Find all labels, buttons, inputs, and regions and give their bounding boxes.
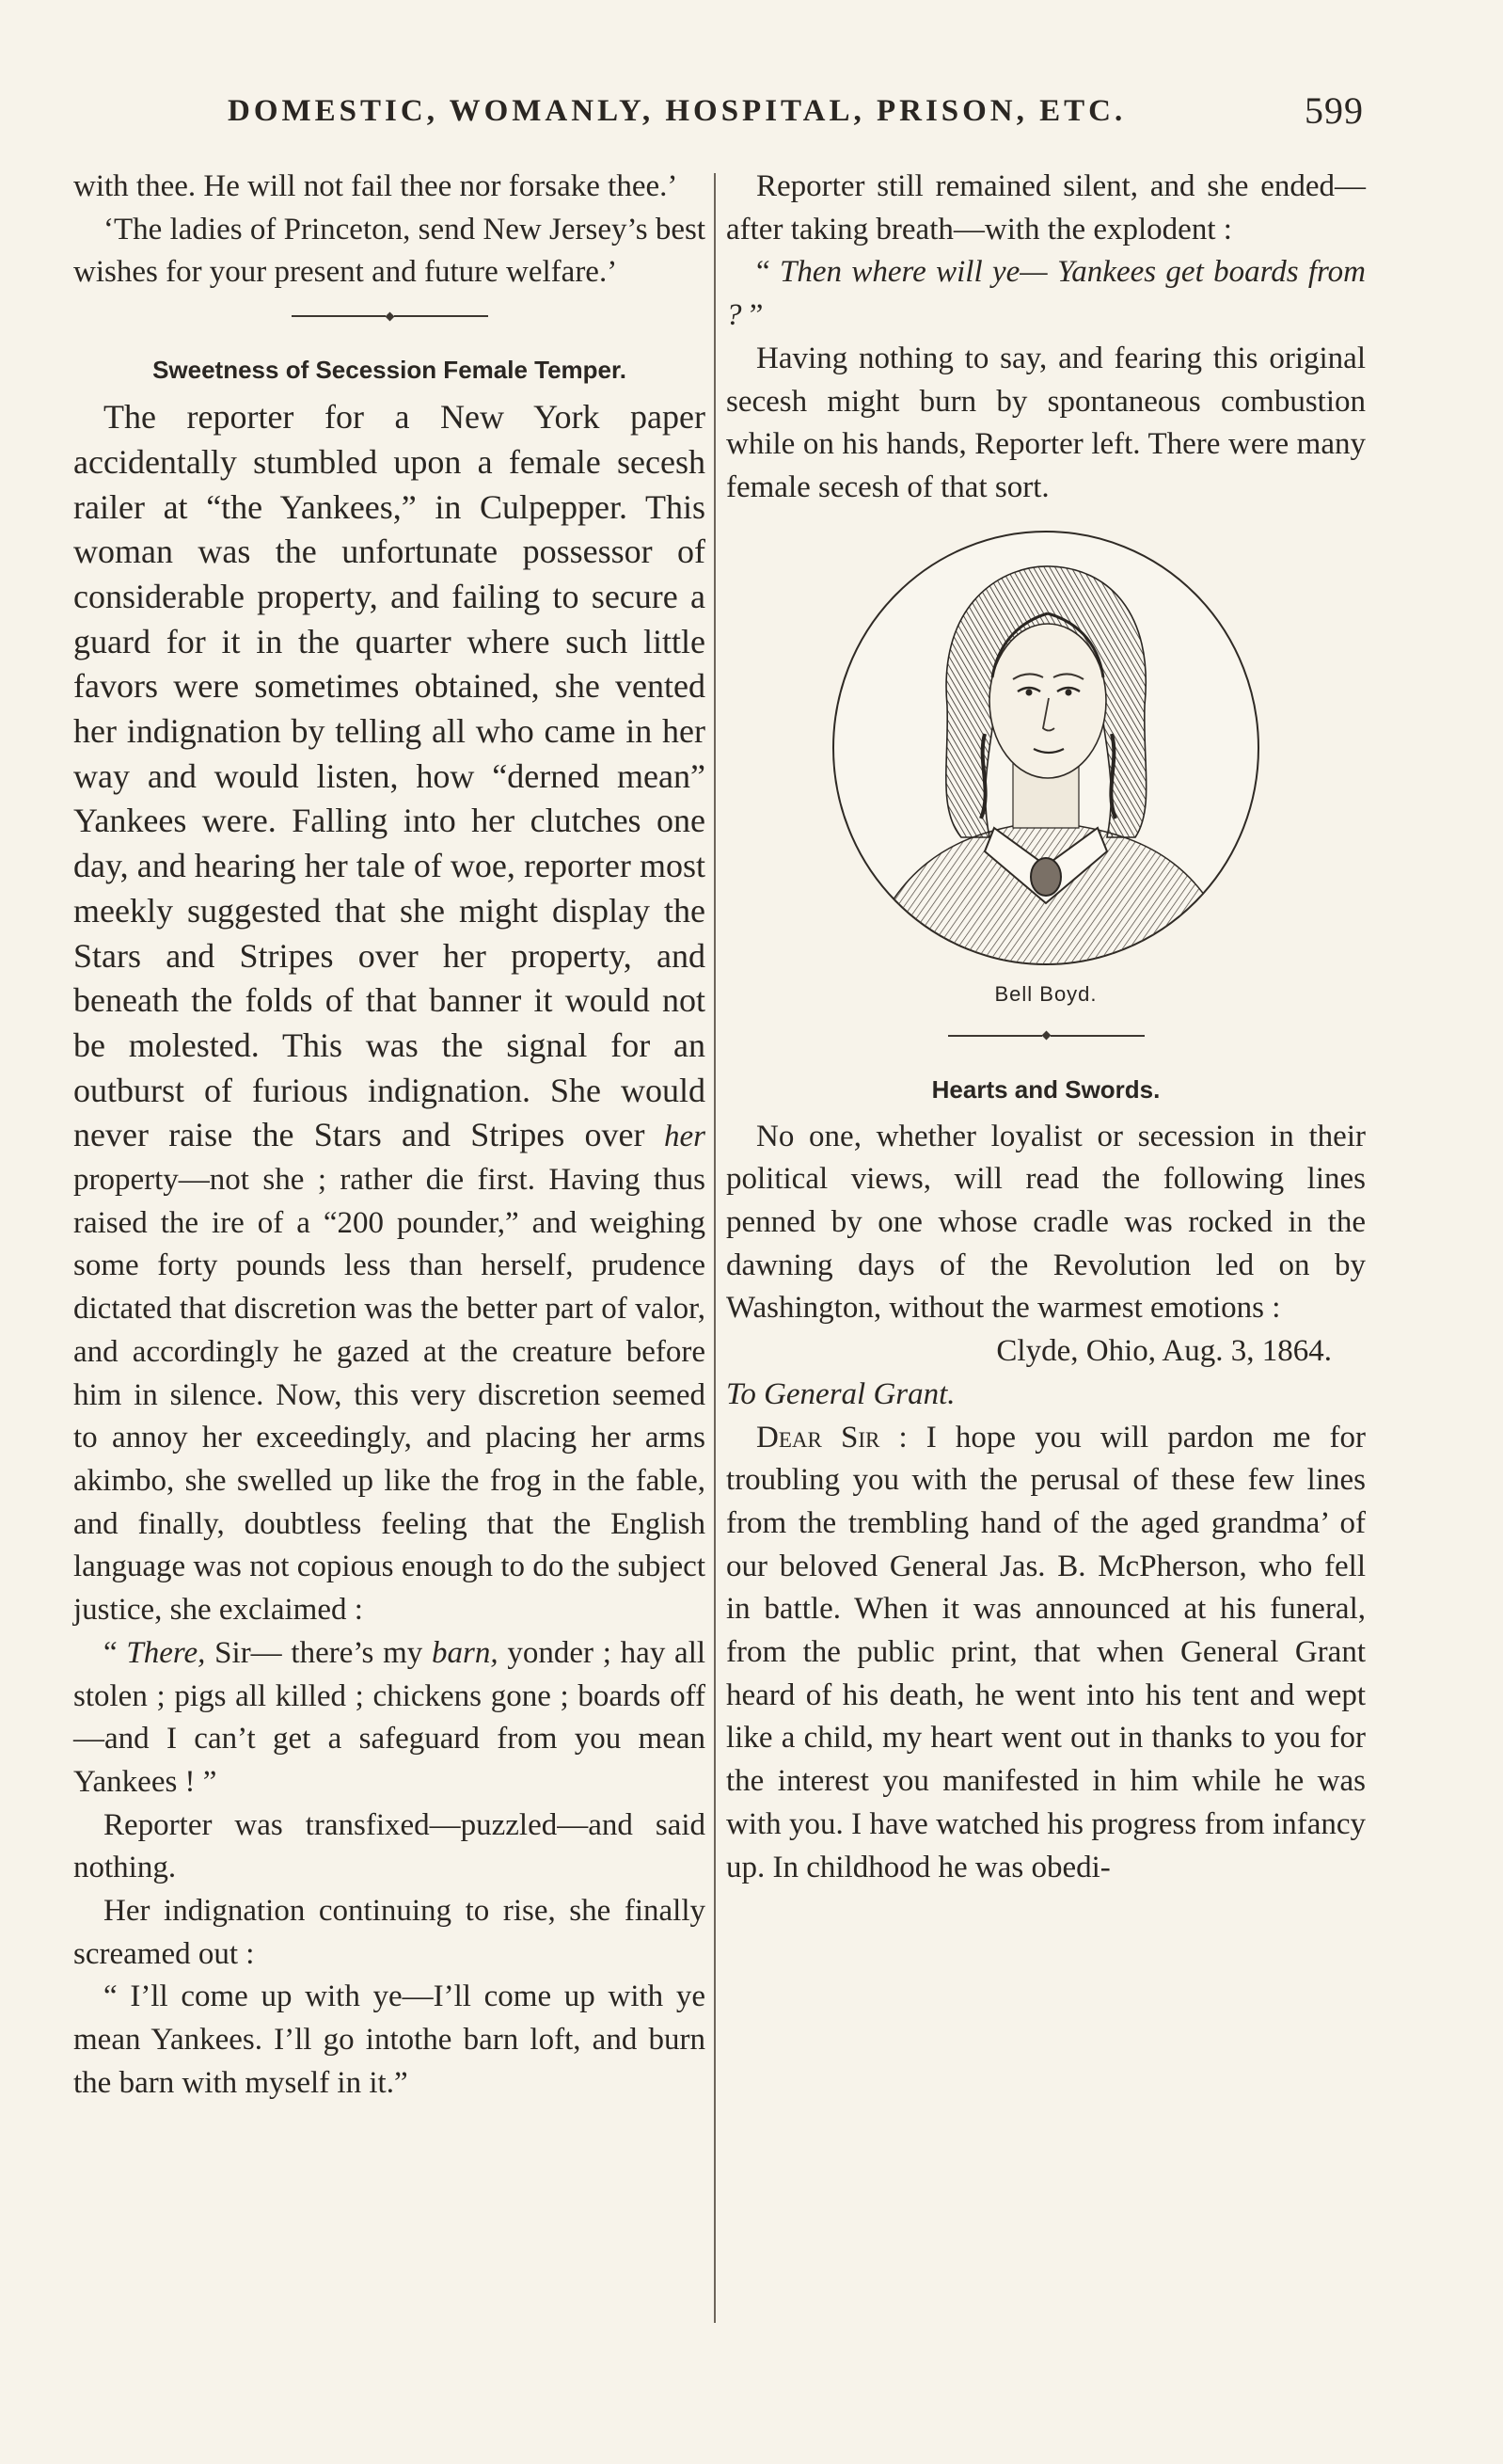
running-title: DOMESTIC, WOMANLY, HOSPITAL, PRISON, ETC. [228,94,1127,128]
portrait-caption: Bell Boyd. [994,981,1098,1006]
diamond-rule-ornament-icon [73,294,705,338]
paragraph: Reporter still remained silent, and she ended—after taking breath—with the explodent : [726,169,1366,246]
paragraph: “ Then where will ye— Yankees get boards from ? ” [726,255,1367,333]
paragraph: “ I’ll come up with ye—I’ll come up with ye mean Yankees. I’ll go intothe barn loft, and burn the barn with myself in it.” [73,1979,705,2100]
emphasis: barn, [432,1635,498,1670]
paragraph: Reporter was transfixed—puzzled—and said nothing. [73,1807,705,1885]
emphasis: There, [126,1635,206,1670]
right-column [726,166,1366,1889]
engraved-portrait-illustration-icon [825,527,1267,969]
column-divider [714,173,716,2323]
paragraph: Dear Sir : I hope you will pardon me for troubling you with the perusal of these few lines from the trembling hand of the aged grandma’ of our beloved General Jas. B. McPherson, who fell in battle. When it was announced at his funeral, from the public print, that when General Grant heard of his death, he went into his tent and wept like a child, my heart went out in thanks to you for the interest you manifested in him while he was with you. I have watched his progress from infancy up. In childhood he was obedi- [726,1420,1367,1884]
paragraph: ‘The ladies of Princeton, send New Jersey’s best wishes for your present and future welfare.’ [73,212,705,290]
running-head [73,89,1364,141]
paragraph: Having nothing to say, and fearing this original secesh might burn by spontaneous combustion while on his hands, Reporter left. There were many female secesh of that sort. [726,341,1366,504]
paragraph: “ There, Sir— there’s my barn, yonder ; hay all stolen ; pigs all killed ; chickens gone ; boards off—and I can’t get a safeguard from you mean Yankees ! ” [73,1635,706,1799]
left-column [73,166,705,2106]
page-number: 599 [1305,89,1364,132]
letter-salutation: Dear Sir : [756,1420,908,1455]
diamond-rule-ornament-icon [726,1014,1366,1057]
letter-dateline: Clyde, Ohio, Aug. 3, 1864. [996,1334,1332,1369]
letter-addressee: To General Grant. [726,1376,956,1411]
paragraph: The reporter for a New York paper accidentally stumbled upon a female secesh railer at “the Yankees,” in Culpepper. This woman was the unfortunate possessor of considerable property, and failing to secure a guard for it in the quarter where such little favors were sometimes obtained, she vented her indignation by telling all who came in her way and would listen, how “derned mean” Yankees were. Falling into her clutches one day, and hearing her tale of woe, reporter most meekly suggested that she might display the Stars and Stripes over her property, and beneath the folds of that banner it would not be molested. This was the signal for an outburst of furious indignation. She would never raise the Stars and Stripes over her property—not she ; rather die first. Having thus raised the ire of a “200 pounder,” and weighing some forty pounds less than herself, prudence dictated that discretion was the better part of valor, and accordingly he gazed at the creature before him in silence. Now, this very discretion seemed to annoy her exceedingly, and placing her arms akimbo, she swelled up like the frog in the fable, and finally, doubtless feeling that the English language was not copious enough to do the subject justice, she exclaimed : [73,398,705,1628]
section-heading: Sweetness of Secession Female Temper. [152,356,626,385]
paragraph: with thee. He will not fail thee nor forsake thee.’ [73,169,678,203]
emphasis: her [664,1120,705,1154]
section-heading: Hearts and Swords. [931,1074,1161,1104]
emphasis: Then where will ye— Yankees get boards from ? [726,255,1367,333]
paragraph: No one, whether loyalist or secession in their political views, will read the following lines penned by one whose cradle was rocked in the dawning days of the Revolution led on by Washington, without the warmest emotions : [726,1119,1366,1326]
paragraph: Her indignation continuing to rise, she finally screamed out : [73,1894,705,1971]
